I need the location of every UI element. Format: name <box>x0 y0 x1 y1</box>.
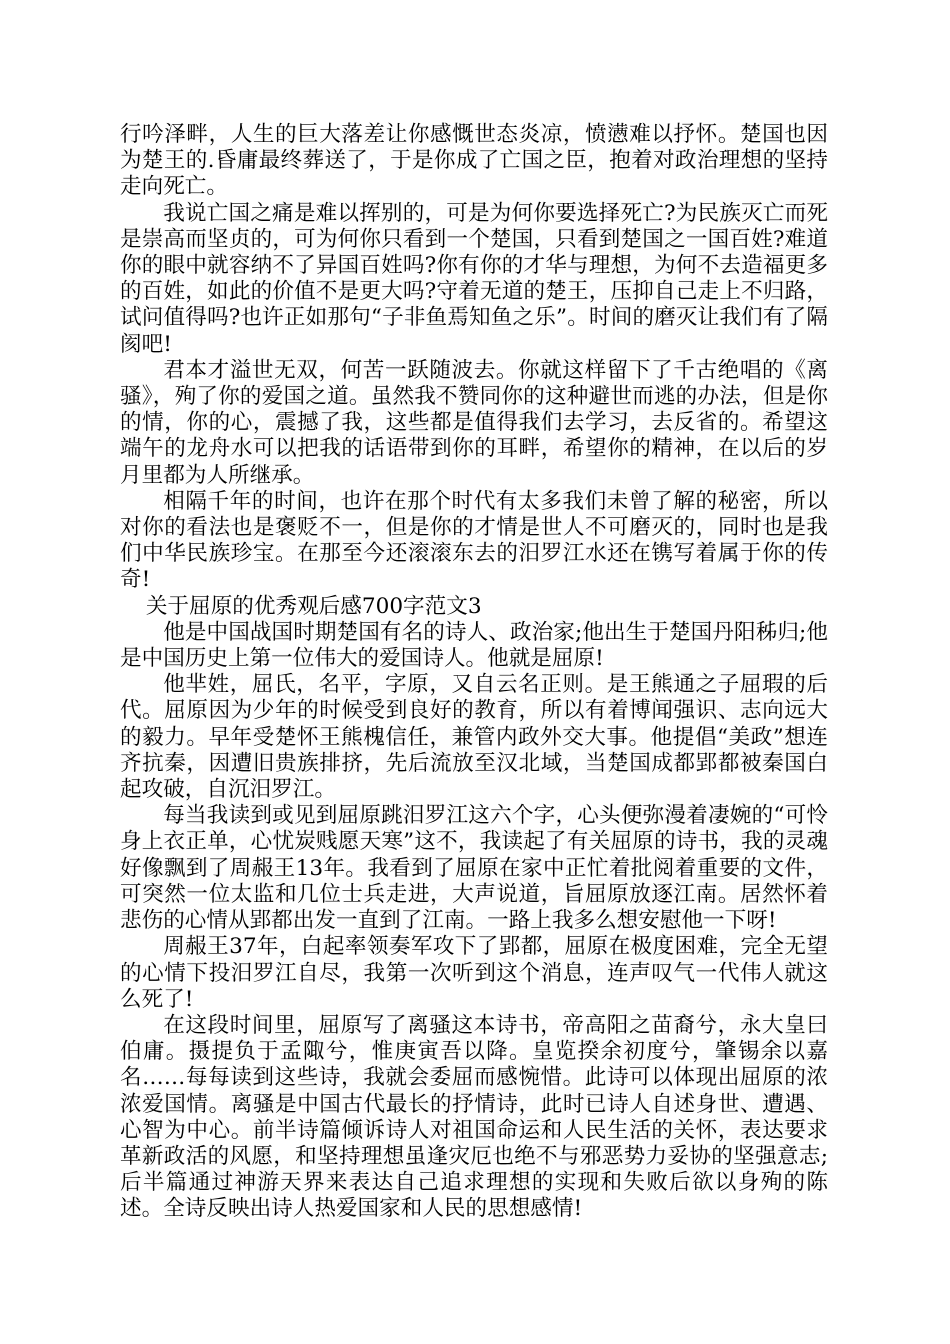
paragraph-1: 行吟泽畔，人生的巨大落差让你感慨世态炎凉，愤懑难以抒怀。楚国也因为楚王的.昏庸最终葬送了，于是你成了亡国之臣，抱着对政治理想的坚持走向死亡。 <box>120 122 828 200</box>
paragraph-8: 周赧王37年，白起率领奏军攻下了郢都，屈原在极度困难，完全无望的心情下投汨罗江自尽，我第一次听到这个消息，连声叹气一代伟人就这么死了! <box>120 934 828 1012</box>
section-heading: 关于屈原的优秀观后感700字范文3 <box>145 593 482 619</box>
paragraph-9: 在这段时间里，屈原写了离骚这本诗书，帝高阳之苗裔兮，永大皇曰伯庸。摄提负于孟陬兮，惟庚寅吾以降。皇览揆余初度兮，肇锡余以嘉名……每每读到这些诗，我就会委屈而感惋惜。此诗可以体现出屈原的浓浓爱国情。离骚是中国古代最长的抒情诗，此时已诗人自述身世、遭遇、心智为中心。前半诗篇倾诉诗人对祖国命运和人民生活的关怀，表达要求革新政活的风愿，和坚持理想虽逢灾厄也绝不与邪恶势力妥协的坚强意志;后半篇通过神游天界来表达自己追求理想的实现和失败后欲以身殉的陈述。全诗反映出诗人热爱国家和人民的思想感情! <box>120 1012 828 1222</box>
paragraph-7: 每当我读到或见到屈原跳汨罗江这六个字，心头便弥漫着凄婉的“可怜身上衣正单，心忧炭贱愿天寒”这不，我读起了有关屈原的诗书，我的灵魂好像飘到了周赧王13年。我看到了屈原在家中正忙着批阅着重要的文件，可突然一位太监和几位士兵走进，大声说道，旨屈原放逐江南。居然怀着悲伤的心情从郢都出发一直到了江南。一路上我多么想安慰他一下呀! <box>120 803 828 934</box>
paragraph-3: 君本才溢世无双，何苦一跃随波去。你就这样留下了千古绝唱的《离骚》，殉了你的爱国之道。虽然我不赞同你的这种避世而逃的办法，但是你的情，你的心，震撼了我，这些都是值得我们去学习，去反省的。希望这端午的龙舟水可以把我的话语带到你的耳畔，希望你的精神，在以后的岁月里都为人所继承。 <box>120 357 828 488</box>
paragraph-6: 他芈姓，屈氏，名平，字原，又自云名正则。是王熊通之子屈瑕的后代。屈原因为少年的时候受到良好的教育，所以有着博闻强识、志向远大的毅力。早年受楚怀王熊槐信任，兼管内政外交大事。他提倡“美政”想连齐抗秦，因遭旧贵族排挤，先后流放至汉北域，当楚国成都郢都被秦国白起攻破，自沉汨罗江。 <box>120 672 828 803</box>
paragraph-2: 我说亡国之痛是难以挥别的，可是为何你要选择死亡?为民族灭亡而死是崇高而坚贞的，可为何你只看到一个楚国，只看到楚国之一国百姓?难道你的眼中就容纳不了异国百姓吗?你有你的才华与理想，为何不去造福更多的百姓，如此的价值不是更大吗?守着无道的楚王，压抑自己走上不归路，试问值得吗?也许正如那句“子非鱼焉知鱼之乐”。时间的磨灭让我们有了隔阂吧! <box>120 200 828 357</box>
document-page <box>120 122 828 1223</box>
paragraph-4: 相隔千年的时间，也许在那个时代有太多我们未曾了解的秘密，所以对你的看法也是褒贬不一，但是你的才情是世人不可磨灭的，同时也是我们中华民族珍宝。在那至今还滚滚东去的汨罗江水还在镌写着属于你的传奇! <box>120 488 828 593</box>
paragraph-5: 他是中国战国时期楚国有名的诗人、政治家;他出生于楚国丹阳秭归;他是中国历史上第一位伟大的爱国诗人。他就是屈原! <box>120 619 828 672</box>
